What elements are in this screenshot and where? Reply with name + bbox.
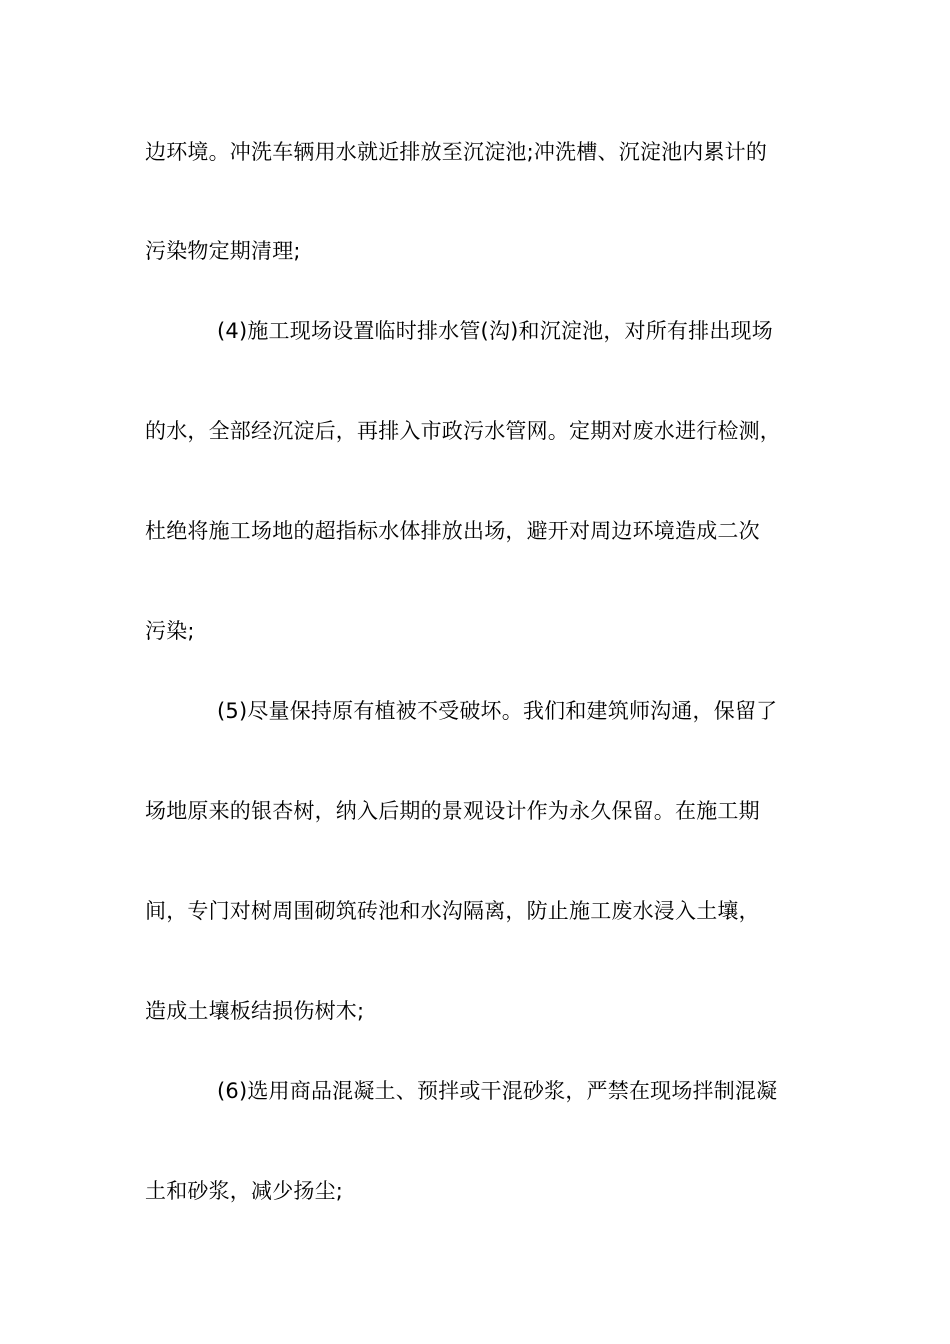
text-line-9: 间，专门对树周围砌筑砖池和水沟隔离，防止施工废水浸入土壤， <box>145 899 760 923</box>
paragraph-6-start: (6)选用商品混凝土、预拌或干混砂浆，严禁在现场拌制混凝 <box>217 1079 778 1103</box>
text-line-12: 土和砂浆，减少扬尘; <box>145 1179 344 1203</box>
paragraph-4-start: (4)施工现场设置临时排水管(沟)和沉淀池，对所有排出现场 <box>217 319 773 343</box>
text-line-6: 污染; <box>145 619 195 643</box>
text-line-4: 的水，全部经沉淀后，再排入市政污水管网。定期对废水进行检测， <box>145 419 781 443</box>
paragraph-5-start: (5)尽量保持原有植被不受破坏。我们和建筑师沟通，保留了 <box>217 699 778 723</box>
text-line-2: 污染物定期清理; <box>145 239 301 263</box>
text-line-1: 边环境。冲洗车辆用水就近排放至沉淀池;冲洗槽、沉淀池内累计的 <box>145 140 768 164</box>
text-line-10: 造成土壤板结损伤树木; <box>145 999 365 1023</box>
text-line-5: 杜绝将施工场地的超指标水体排放出场，避开对周边环境造成二次 <box>145 519 760 543</box>
text-line-8: 场地原来的银杏树，纳入后期的景观设计作为永久保留。在施工期 <box>145 799 760 823</box>
